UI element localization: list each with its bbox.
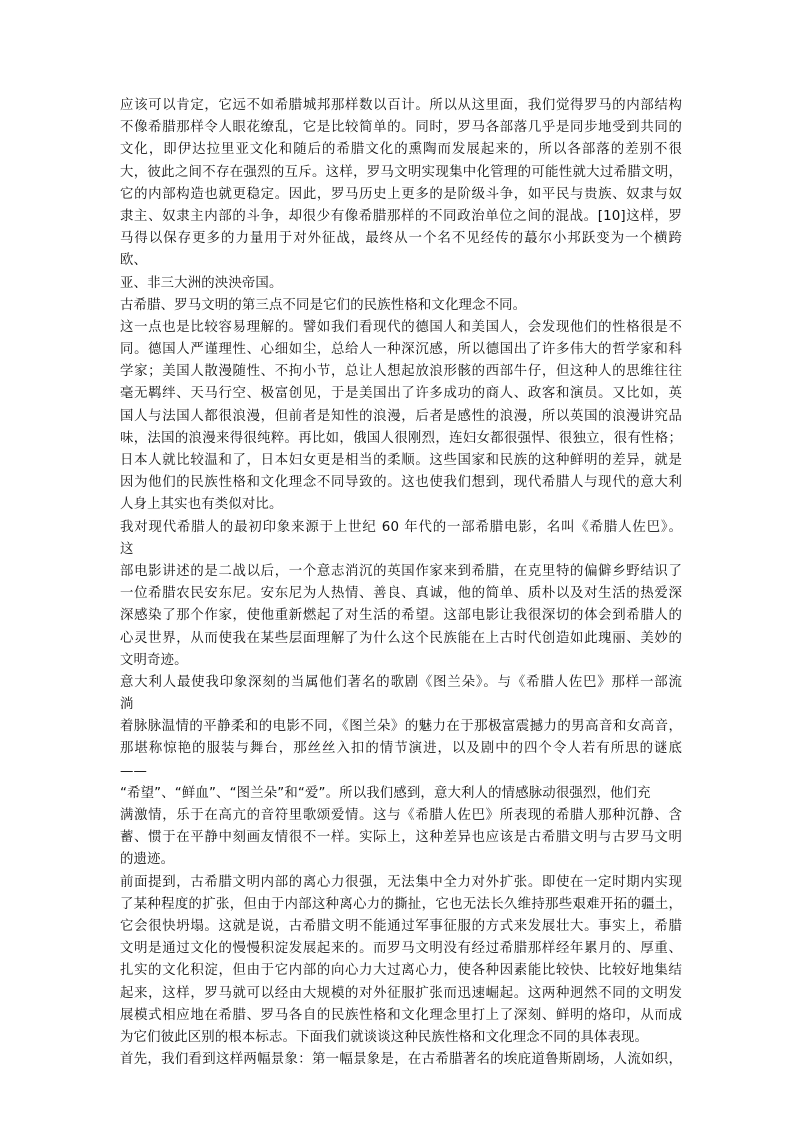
- text-line: ——: [120, 763, 148, 779]
- text-line: 同。德国人严谨理性、心细如尘，总给人一种深沉感，所以德国出了许多伟大的哲学家和科: [120, 342, 682, 358]
- text-line: 因为他们的民族性格和文化理念不同导致的。这也使我们想到，现代希腊人与现代的意大利: [120, 475, 682, 491]
- text-line: 深感染了那个作家，使他重新燃起了对生活的希望。这部电影让我很深切的体会到希腊人的: [120, 608, 682, 624]
- text-line: 不像希腊那样令人眼花缭乱，它是比较简单的。同时，罗马各部落几乎是同步地受到共同的: [120, 120, 682, 136]
- text-line: 部电影讲述的是二战以后，一个意志消沉的英国作家来到希腊，在克里特的偏僻乡野结识了: [120, 563, 682, 579]
- text-line: 味，法国的浪漫来得很纯粹。再比如，俄国人很刚烈，连妇女都很强悍、很独立，很有性格；: [120, 430, 682, 446]
- text-line: 它会很快坍塌。这就是说，古希腊文明不能通过军事征服的方式来发展壮大。事实上，希腊: [120, 918, 682, 934]
- text-line: 淌: [120, 697, 134, 713]
- text-line: 它的内部构造也就更稳定。因此，罗马历史上更多的是阶级斗争，如平民与贵族、奴隶与奴: [120, 186, 682, 202]
- text-line: 国人与法国人都很浪漫，但前者是知性的浪漫，后者是感性的浪漫，所以英国的浪漫讲究品: [120, 408, 682, 424]
- text-line: 满激情，乐于在高亢的音符里歌颂爱情。这与《希腊人佐巴》所表现的希腊人那种沉静、含: [120, 808, 682, 823]
- text-line: 为它们彼此区别的根本标志。下面我们就谈谈这种民族性格和文化理念不同的具体表现。: [120, 1029, 649, 1045]
- text-line: 着脉脉温情的平静柔和的电影不同，《图兰朵》的魅力在于那极富震撼力的男高音和女高音，: [120, 719, 682, 735]
- text-line: 蓄、惯于在平静中刻画友情很不一样。实际上，这种差异也应该是古希腊文明与古罗马文明: [120, 830, 682, 846]
- text-line: 文化，即伊达拉里亚文化和随后的希腊文化的熏陶而发展起来的，所以各部落的差别不很: [120, 142, 682, 158]
- text-line: 应该可以肯定，它远不如希腊城邦那样数以百计。所以从这里面，我们觉得罗马的内部结构: [120, 98, 682, 113]
- text-line: “希望”、“鲜血”、“图兰朵”和“爱”。所以我们感到，意大利人的情感脉动很强烈，他们充: [120, 785, 651, 801]
- text-line: 的遗迹。: [120, 852, 175, 868]
- text-line: 展模式相应地在希腊、罗马各自的民族性格和文化理念里打上了深刻、鲜明的烙印，从而成: [120, 1007, 682, 1023]
- text-line: 前面提到，古希腊文明内部的离心力很强，无法集中全力对外扩张。即使在一定时期内实现: [120, 874, 682, 890]
- text-line: 扎实的文化积淀，但由于它内部的向心力大过离心力，使各种因素能比较快、比较好地集结: [120, 963, 682, 979]
- text-line: 一位希腊农民安东尼。安东尼为人热情、善良、真诚，他的简单、质朴以及对生活的热爱深: [120, 586, 682, 602]
- text-line: 那堪称惊艳的服装与舞台，那丝丝入扣的情节演进，以及剧中的四个令人若有所思的谜底: [120, 741, 682, 757]
- text-line: 这一点也是比较容易理解的。譬如我们看现代的德国人和美国人，会发现他们的性格很是不: [120, 319, 682, 335]
- text-line: 意大利人最使我印象深刻的当属他们著名的歌剧《图兰朵》。与《希腊人佐巴》那样一部流: [120, 674, 682, 690]
- text-line: 亚、非三大洲的泱泱帝国。: [120, 275, 283, 291]
- text-line: 了某种程度的扩张，但由于内部这种离心力的撕扯，它也无法长久维持那些艰难开拓的疆土，: [120, 896, 682, 912]
- text-line: 毫无羁绊、天马行空、极富创见，于是美国出了许多成功的商人、政客和演员。又比如，英: [120, 386, 682, 402]
- text-line: 人身上其实也有类似对比。: [120, 497, 283, 513]
- document-page: [120, 95, 682, 1071]
- text-line: 起来，这样，罗马就可以经由大规模的对外征服扩张而迅速崛起。这两种迥然不同的文明发: [120, 985, 682, 1001]
- text-line: 日本人就比较温和了，日本妇女更是相当的柔顺。这些国家和民族的这种鲜明的差异，就是: [120, 453, 682, 468]
- text-line: 首先，我们看到这样两幅景象：第一幅景象是，在古希腊著名的埃庇道鲁斯剧场，人流如织，: [120, 1052, 682, 1068]
- text-line: 我对现代希腊人的最初印象来源于上世纪 60 年代的一部希腊电影，名叫《希腊人佐巴》。: [120, 519, 682, 535]
- text-line: 这: [120, 541, 134, 557]
- text-line: 欧、: [120, 253, 148, 269]
- text-line: 大，彼此之间不存在强烈的互斥。这样，罗马文明实现集中化管理的可能性就大过希腊文明，: [120, 164, 682, 180]
- text-line: 隶主、奴隶主内部的斗争，却很少有像希腊那样的不同政治单位之间的混战。[10]这样，罗: [120, 208, 682, 224]
- text-line: 文明奇迹。: [120, 652, 188, 668]
- text-line: 马得以保存更多的力量用于对外征战，最终从一个名不见经传的蕞尔小邦跃变为一个横跨: [120, 231, 682, 247]
- text-line: 学家；美国人散漫随性、不拘小节，总让人想起放浪形骸的西部牛仔，但这种人的思维往往: [120, 364, 682, 380]
- text-line: 文明是通过文化的慢慢积淀发展起来的。而罗马文明没有经过希腊那样经年累月的、厚重、: [120, 941, 682, 957]
- text-line: 古希腊、罗马文明的第三点不同是它们的民族性格和文化理念不同。: [120, 297, 527, 313]
- text-line: 心灵世界，从而使我在某些层面理解了为什么这个民族能在上古时代创造如此瑰丽、美妙的: [120, 630, 682, 646]
